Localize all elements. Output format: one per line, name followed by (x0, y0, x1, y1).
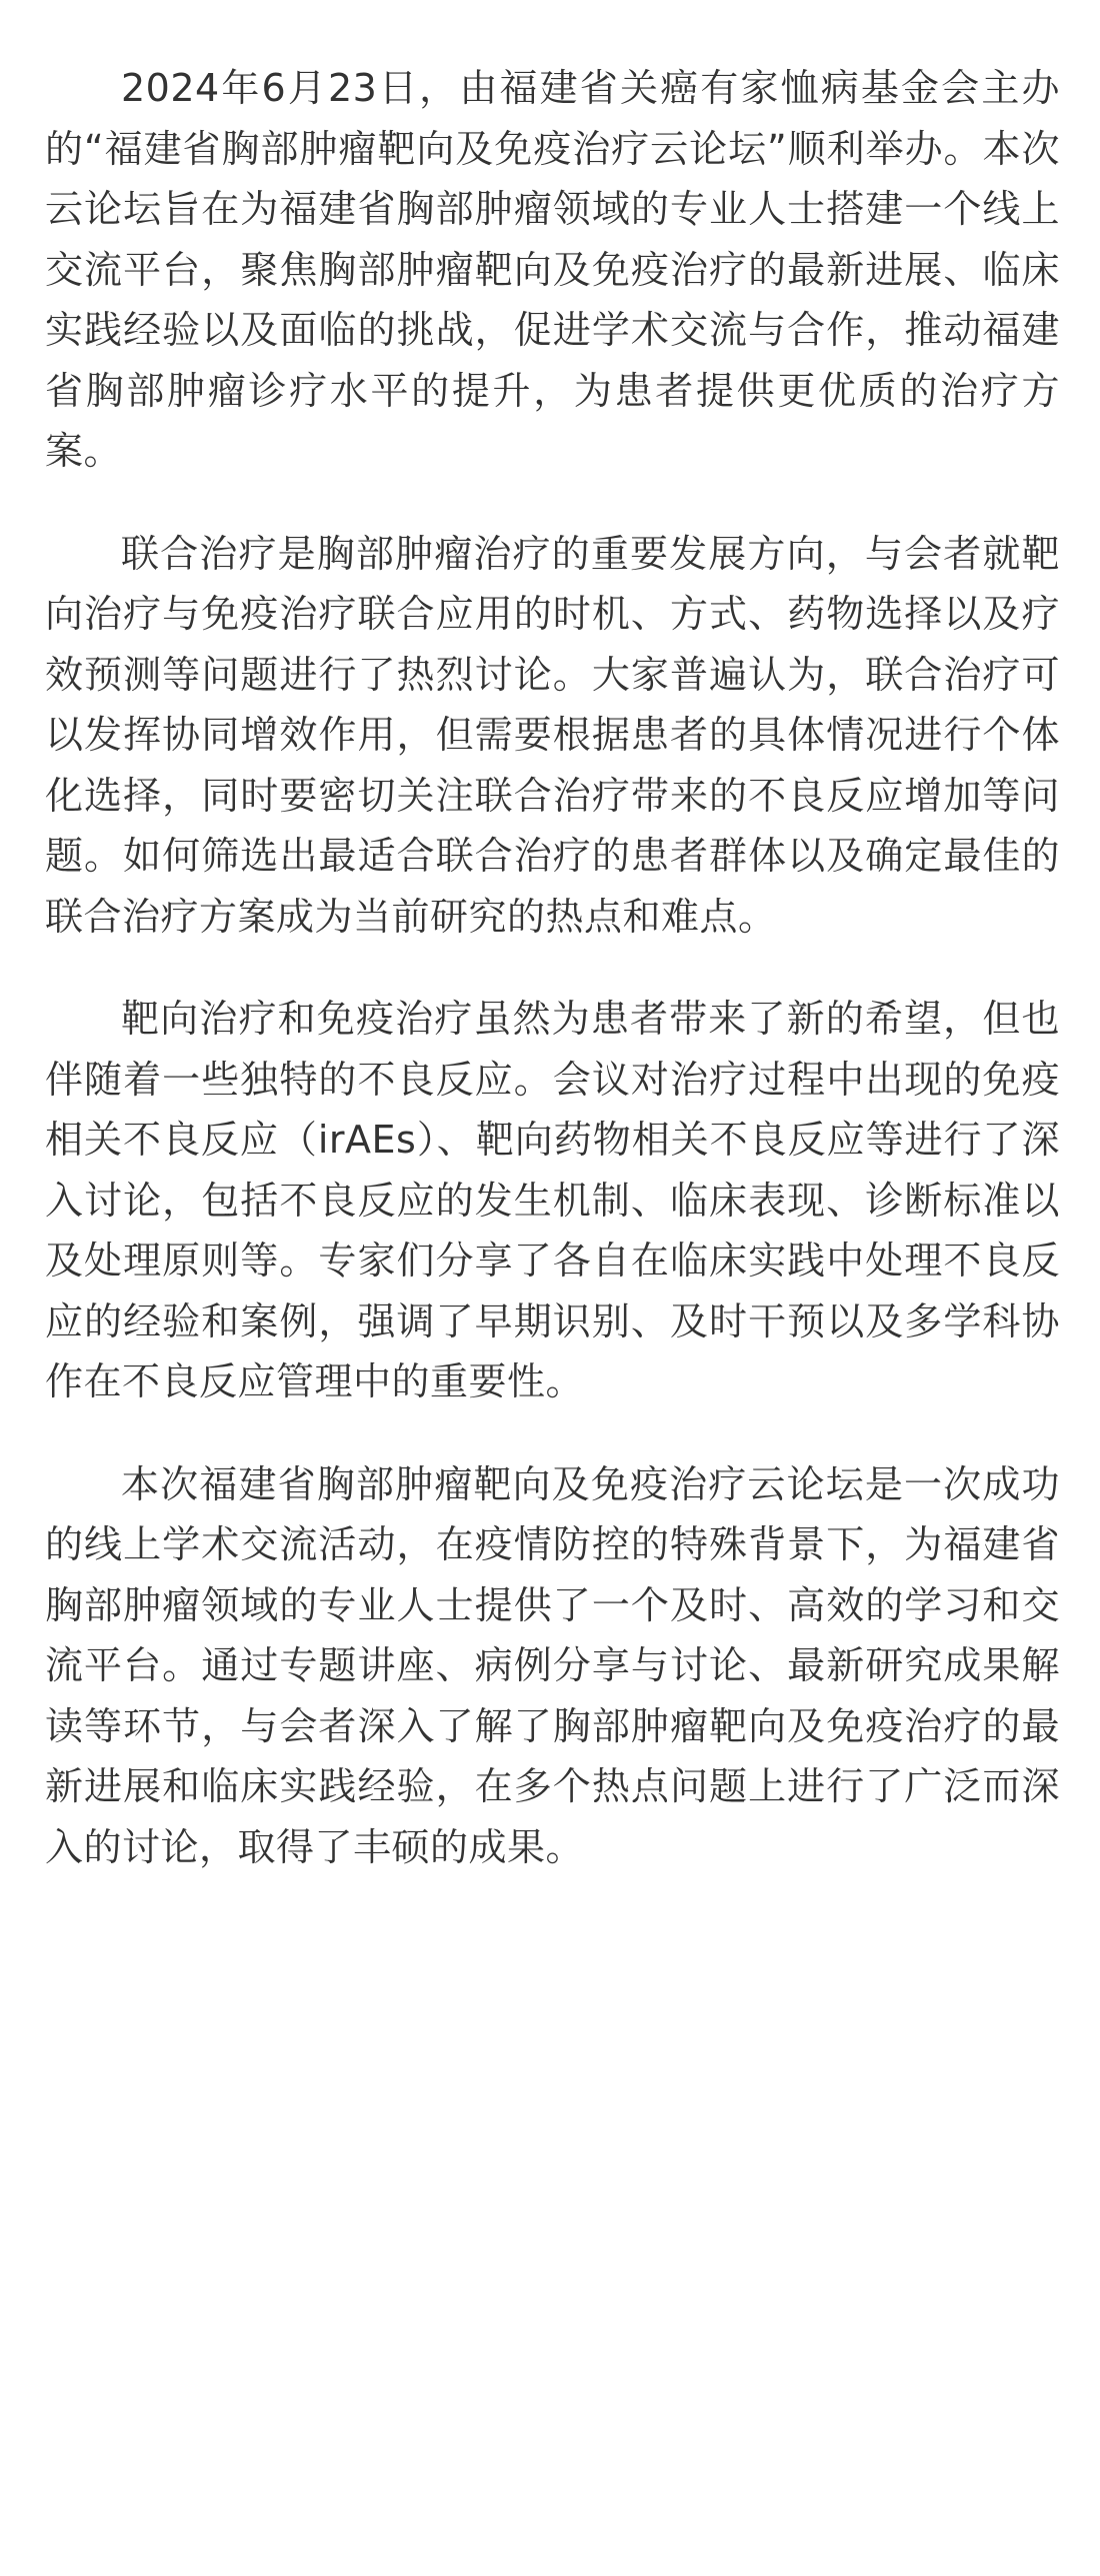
paragraph-combination-therapy: 联合治疗是胸部肿瘤治疗的重要发展方向，与会者就靶向治疗与免疫治疗联合应用的时机、方式、药物选择以及疗效预测等问题进行了热烈讨论。大家普遍认为，联合治疗可以发挥协同增效作用，但需要根据患者的具体情况进行个体化选择，同时要密切关注联合治疗带来的不良反应增加等问题。如何筛选出最适合联合治疗的患者群体以及确定最佳的联合治疗方案成为当前研究的热点和难点。 (45, 531, 1060, 939)
paragraph-intro: 2024年6月23日，由福建省关癌有家恤病基金会主办的“福建省胸部肿瘤靶向及免疫治疗云论坛”顺利举办。本次云论坛旨在为福建省胸部肿瘤领域的专业人士搭建一个线上交流平台，聚焦胸部肿瘤靶向及免疫治疗的最新进展、临床实践经验以及面临的挑战，促进学术交流与合作，推动福建省胸部肿瘤诊疗水平的提升，为患者提供更优质的治疗方案。 (45, 66, 1060, 473)
article-body (45, 58, 1060, 1877)
paragraph-conclusion: 本次福建省胸部肿瘤靶向及免疫治疗云论坛是一次成功的线上学术交流活动，在疫情防控的特殊背景下，为福建省胸部肿瘤领域的专业人士提供了一个及时、高效的学习和交流平台。通过专题讲座、病例分享与讨论、最新研究成果解读等环节，与会者深入了解了胸部肿瘤靶向及免疫治疗的最新进展和临床实践经验，在多个热点问题上进行了广泛而深入的讨论，取得了丰硕的成果。 (45, 1461, 1060, 1869)
paragraph-adverse-reactions: 靶向治疗和免疫治疗虽然为患者带来了新的希望，但也伴随着一些独特的不良反应。会议对治疗过程中出现的免疫相关不良反应（irAEs）、靶向药物相关不良反应等进行了深入讨论，包括不良反应的发生机制、临床表现、诊断标准以及处理原则等。专家们分享了各自在临床实践中处理不良反应的经验和案例，强调了早期识别、及时干预以及多学科协作在不良反应管理中的重要性。 (45, 997, 1060, 1403)
